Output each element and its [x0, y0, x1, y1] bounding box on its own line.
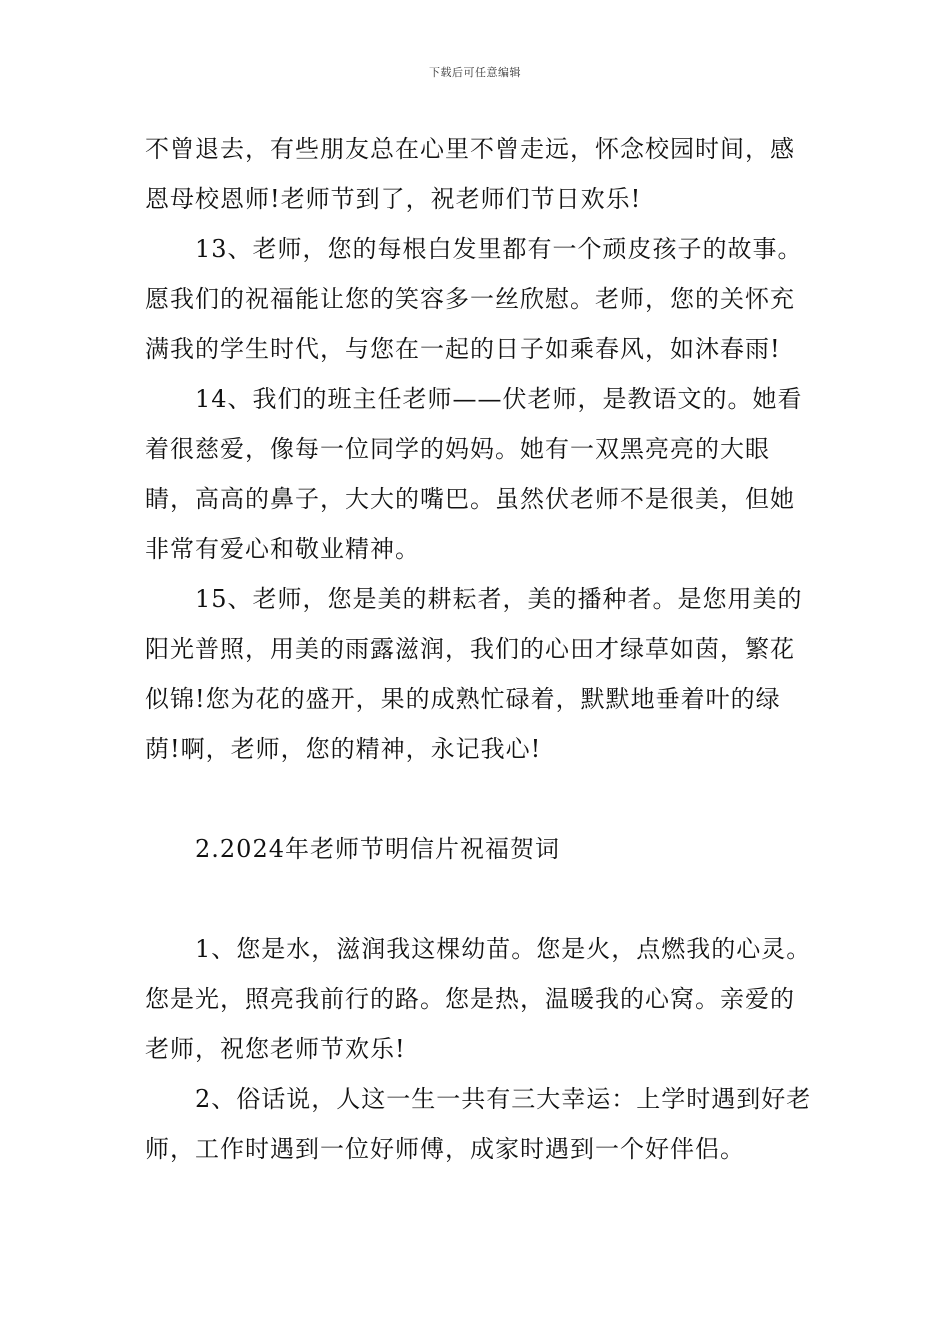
document-body	[145, 124, 815, 1174]
page-header-note: 下载后可任意编辑	[429, 66, 521, 79]
paragraph-item-13: 13、老师，您的每根白发里都有一个顽皮孩子的故事。愿我们的祝福能让您的笑容多一丝欣慰。老师，您的关怀充满我的学生时代，与您在一起的日子如乘春风，如沐春雨!	[145, 235, 803, 363]
section-item-1: 1、您是水，滋润我这棵幼苗。您是火，点燃我的心灵。您是光，照亮我前行的路。您是热，温暖我的心窝。亲爱的老师，祝您老师节欢乐!	[145, 935, 812, 1063]
section-item-2: 2、俗话说，人这一生一共有三大幸运：上学时遇到好老师，工作时遇到一位好师傅，成家时遇到一个好伴侣。	[145, 1085, 812, 1163]
paragraph-item-14: 14、我们的班主任老师——伏老师，是教语文的。她看着很慈爱，像每一位同学的妈妈。她有一双黑亮亮的大眼睛，高高的鼻子，大大的嘴巴。虽然伏老师不是很美，但她非常有爱心和敬业精神。	[145, 385, 803, 563]
paragraph-continued: 不曾退去，有些朋友总在心里不曾走远，怀念校园时间，感恩母校恩师!老师节到了，祝老师们节日欢乐!	[145, 135, 795, 213]
paragraph-item-15: 15、老师，您是美的耕耘者，美的播种者。是您用美的阳光普照，用美的雨露滋润，我们的心田才绿草如茵，繁花似锦!您为花的盛开，果的成熟忙碌着，默默地垂着叶的绿荫!啊，老师，您的精神，永记我心!	[145, 585, 803, 763]
section-heading: 2.2024年老师节明信片祝福贺词	[195, 835, 560, 863]
